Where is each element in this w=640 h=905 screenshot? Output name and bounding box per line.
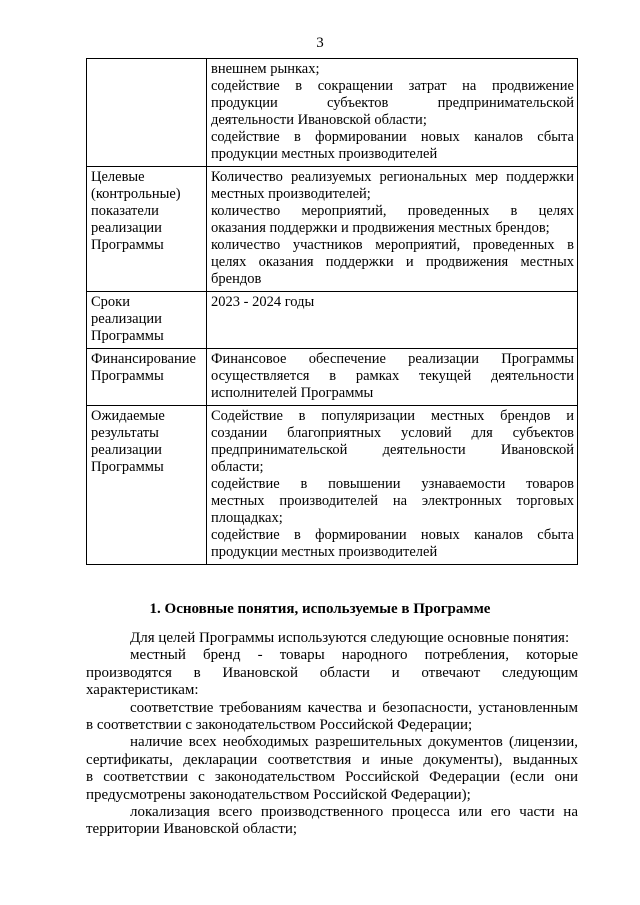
row-label-line: Целевые: [91, 169, 145, 185]
table-row: [87, 406, 578, 565]
body-paragraph: [86, 804, 578, 839]
row-label-cell: [87, 349, 207, 406]
row-label-line: реализации: [91, 442, 162, 458]
row-label-cell: [87, 406, 207, 565]
row-value-line: внешнем рынках;: [211, 61, 320, 77]
body-paragraph: [86, 630, 578, 647]
row-value-line: создании благоприятных условий для субъектов: [211, 425, 574, 441]
row-value-line: брендов: [211, 271, 262, 287]
row-value-line: осуществляется в рамках текущей деятельности: [211, 368, 574, 384]
body-line: локализация всего производственного процесса или его части на: [130, 804, 578, 821]
body-line: Для целей Программы используются следующие основные понятия:: [130, 630, 570, 646]
row-label-line: Сроки: [91, 294, 130, 310]
row-value-cell: [207, 349, 578, 406]
row-label-line: результаты: [91, 425, 159, 441]
row-value-line: 2023 - 2024 годы: [211, 294, 315, 310]
body-paragraph: [86, 647, 578, 699]
table-row: [87, 59, 578, 167]
row-label-cell: [87, 59, 207, 167]
row-label-line: Программы: [91, 328, 164, 344]
row-value-cell: [207, 406, 578, 565]
program-passport-table: [86, 58, 578, 565]
row-value-cell: [207, 292, 578, 349]
row-value-line: области;: [211, 459, 264, 475]
row-label-cell: [87, 167, 207, 292]
row-value-line: местных производителей;: [211, 186, 371, 202]
body-line: сертификаты, декларации соответствия и иные документы), выданных: [86, 751, 578, 768]
row-label-line: показатели: [91, 203, 159, 219]
row-label-line: реализации: [91, 311, 162, 327]
body-line: территории Ивановской области;: [86, 821, 298, 838]
row-value-line: содействие в формировании новых каналов сбыта: [211, 527, 574, 543]
row-value-line: площадках;: [211, 510, 283, 526]
row-value-cell: [207, 167, 578, 292]
row-value-cell: [207, 59, 578, 167]
row-label-line: (контрольные): [91, 186, 181, 202]
body-line: в соответствии с законодательством Российской Федерации (если они: [86, 769, 578, 786]
row-label-line: Ожидаемые: [91, 408, 165, 424]
row-value-line: целях оказания поддержки и продвижения местных: [211, 254, 574, 270]
page-number: 3: [316, 35, 324, 51]
row-value-line: продукции местных производителей: [211, 544, 438, 560]
body-paragraph: [86, 734, 578, 804]
row-value-line: деятельности Ивановской области;: [211, 112, 427, 128]
row-value-line: Содействие в популяризации местных брендов и: [211, 408, 574, 424]
body-line: предусмотрены законодательством Российской Федерации);: [86, 786, 471, 803]
passport-table-body: [87, 59, 578, 565]
row-value-line: содействие в формировании новых каналов сбыта: [211, 129, 574, 145]
row-value-line: Количество реализуемых региональных мер поддержки: [211, 169, 574, 185]
body-line: наличие всех необходимых разрешительных документов (лицензии,: [130, 734, 578, 751]
table-row: [87, 292, 578, 349]
body-line: в соответствии с законодательством Российской Федерации;: [86, 717, 473, 734]
body-line: производятся в Ивановской области и отвечают следующим: [86, 664, 578, 681]
row-label-cell: [87, 292, 207, 349]
row-label-line: Программы: [91, 368, 164, 384]
row-label-line: Программы: [91, 237, 164, 253]
row-value-line: предпринимательской деятельности Ивановской: [211, 442, 574, 458]
row-value-line: количество участников мероприятий, проведенных в: [211, 237, 574, 253]
body-line: местный бренд - товары народного потребления, которые: [130, 647, 578, 664]
body-line: соответствие требованиям качества и безопасности, установленным: [130, 699, 578, 716]
row-value-line: продукции местных производителей: [211, 146, 438, 162]
body-text: [86, 630, 578, 839]
table-row: [87, 167, 578, 292]
row-value-line: оказания поддержки и продвижения местных брендов;: [211, 220, 550, 236]
body-paragraph: [86, 700, 578, 735]
row-value-line: количество мероприятий, проведенных в целях: [211, 203, 574, 219]
row-value-line: местных производителей на электронных торговых: [211, 493, 574, 509]
row-value-line: Финансовое обеспечение реализации Программы: [211, 351, 574, 367]
row-value-line: исполнителей Программы: [211, 385, 374, 401]
row-value-line: продукции субъектов предпринимательской: [211, 95, 574, 111]
row-label-line: Программы: [91, 459, 164, 475]
body-line: характеристикам:: [86, 682, 199, 699]
row-value-line: содействие в повышении узнаваемости товаров: [211, 476, 574, 492]
row-label-line: Финансирование: [91, 351, 196, 367]
row-value-line: содействие в сокращении затрат на продвижение: [211, 78, 574, 94]
section-title: 1. Основные понятия, используемые в Программе: [149, 601, 491, 617]
table-row: [87, 349, 578, 406]
row-label-line: реализации: [91, 220, 162, 236]
